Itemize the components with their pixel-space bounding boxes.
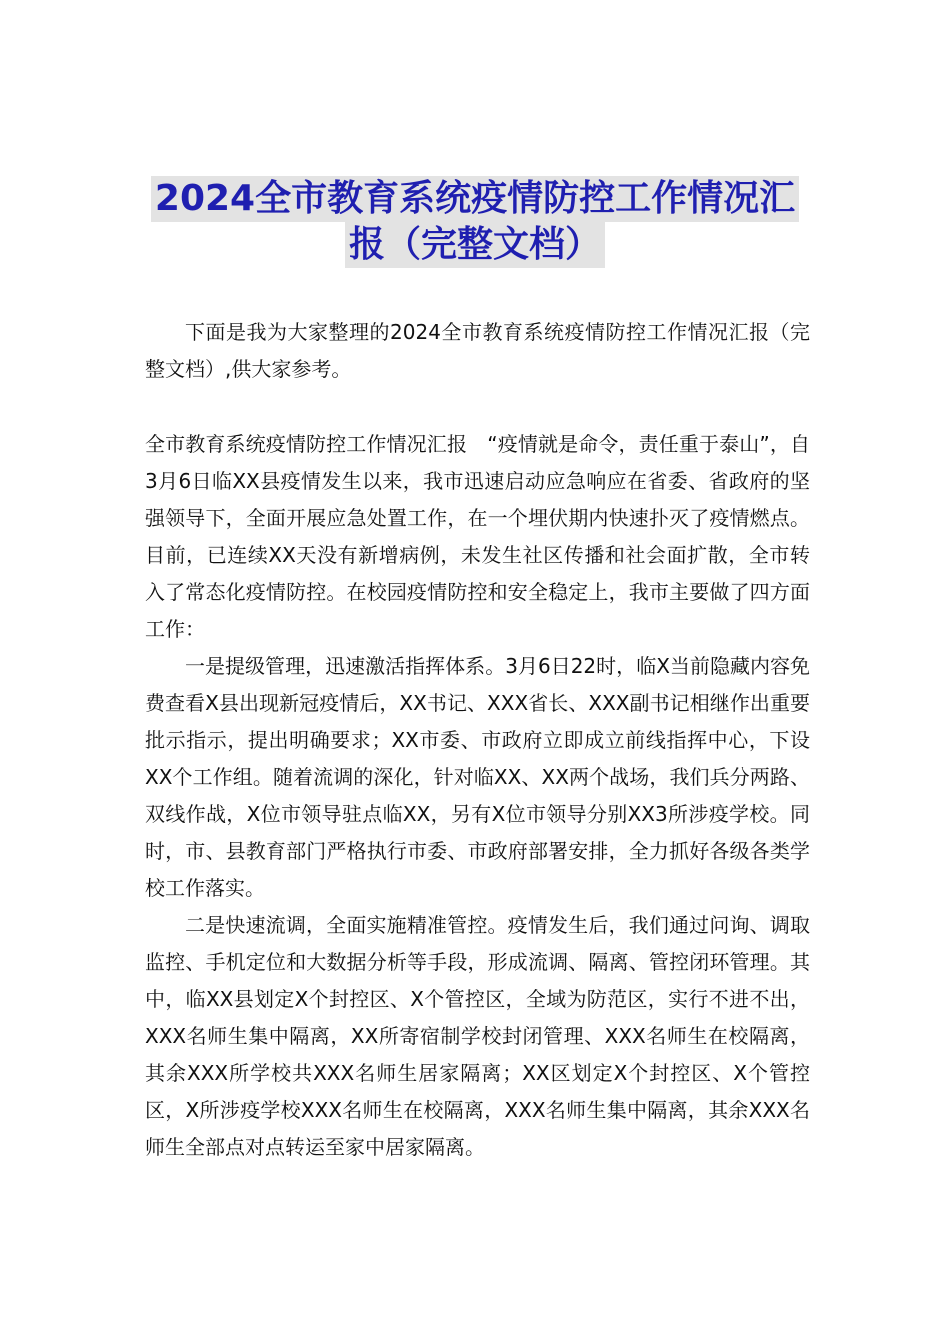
title-line-2: 报（完整文档） [345,222,605,268]
title-line-1: 2024全市教育系统疫情防控工作情况汇 [151,176,799,222]
body-paragraph-2: 一是提级管理，迅速激活指挥体系。3月6日22时，临X当前隐藏内容免费查看X县出现新冠疫情后，XX书记、XXX省长、XXX副书记相继作出重要批示指示，提出明确要求；XX市委、市政府立即成立前线指挥中心，下设XX个工作组。随着流调的深化，针对临XX、XX两个战场，我们兵分两路、双线作战，X位市领导驻点临XX，另有X位市领导分别XX3所涉疫学校。同时，市、县教育部门严格执行市委、市政府部署安排，全力抓好各级各类学校工作落实。 [145,654,810,900]
body-block [145,426,810,1166]
body-paragraph-1: 全市教育系统疫情防控工作情况汇报 “疫情就是命令，责任重于泰山”，自3月6日临XX县疫情发生以来，我市迅速启动应急响应在省委、省政府的坚强领导下，全面开展应急处置工作，在一个埋伏期内快速扑灭了疫情燃点。目前，已连续XX天没有新增病例，未发生社区传播和社会面扩散，全市转入了常态化疫情防控。在校园疫情防控和安全稳定上，我市主要做了四方面工作： [145,432,810,641]
document-title [140,176,810,268]
intro-block [145,314,810,388]
body-paragraph-3: 二是快速流调，全面实施精准管控。疫情发生后，我们通过问询、调取监控、手机定位和大数据分析等手段，形成流调、隔离、管控闭环管理。其中，临XX县划定X个封控区、X个管控区，全域为防范区，实行不进不出，XXX名师生集中隔离，XX所寄宿制学校封闭管理、XXX名师生在校隔离，其余XXX所学校共XXX名师生居家隔离；XX区划定X个封控区、X个管控区，X所涉疫学校XXX名师生在校隔离，XXX名师生集中隔离，其余XXX名师生全部点对点转运至家中居家隔离。 [145,913,810,1159]
intro-paragraph: 下面是我为大家整理的2024全市教育系统疫情防控工作情况汇报（完整文档）,供大家参考。 [145,320,810,381]
